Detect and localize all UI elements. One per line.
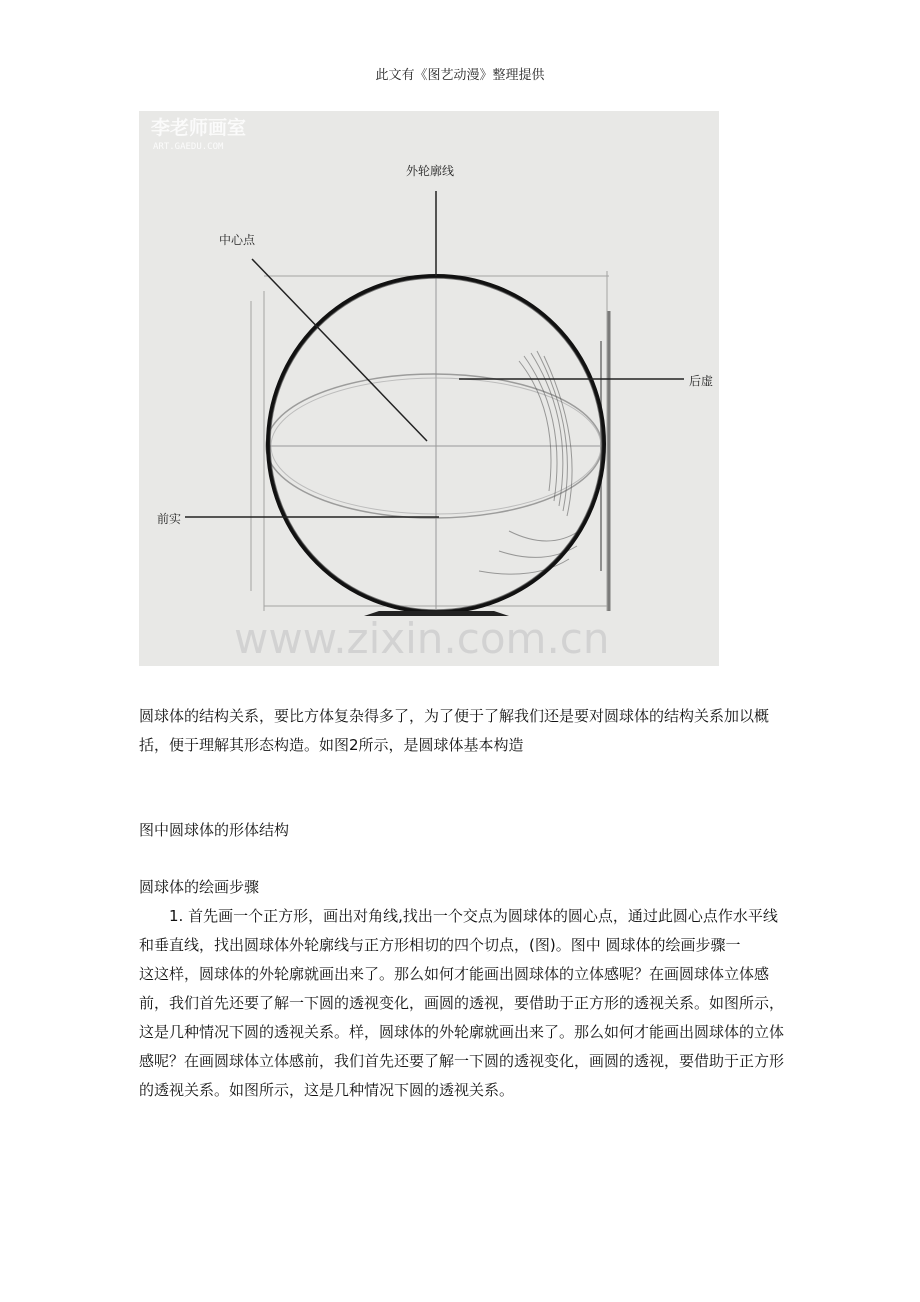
caption-block (139, 816, 784, 845)
watermark-url: ART.GAEDU.COM (153, 142, 224, 152)
label-outline: 外轮廓线 (406, 164, 455, 178)
sphere-sketch-svg (139, 111, 719, 666)
steps-heading: 圆球体的绘画步骤 (139, 878, 260, 896)
step-one-paragraph: 1. 首先画一个正方形，画出对角线,找出一个交点为圆球体的圆心点，通过此圆心点作水平线和垂直线，找出圆球体外轮廓线与正方形相切的四个切点，(图)。图中 圆球体的绘画步骤一 (139, 907, 778, 954)
intro-paragraph (139, 702, 784, 760)
watermark-title: 李老师画室 (151, 117, 247, 139)
label-front: 前实 (157, 512, 182, 526)
perspective-paragraph: 这这样，圆球体的外轮廓就画出来了。那么如何才能画出圆球体的立体感呢？在画圆球体立体感前，我们首先还要了解一下圆的透视变化，画圆的透视，要借助于正方形的透视关系。如图所示，这是几种情况下圆的透视关系。样，圆球体的外轮廓就画出来了。那么如何才能画出圆球体的立体感呢？在画圆球体立体感前，我们首先还要了解一下圆的透视变化，画圆的透视，要借助于正方形的透视关系。如图所示，这是几种情况下圆的透视关系。 (139, 965, 785, 1099)
steps-block (139, 873, 784, 1105)
label-back: 后虚 (689, 374, 714, 388)
page-header: 此文有《图艺动漫》整理提供 (375, 68, 545, 83)
sphere-sketch-figure (139, 111, 719, 666)
figure-caption: 图中圆球体的形体结构 (139, 821, 290, 839)
watermark-bottom: www.zixin.com.cn (234, 614, 610, 663)
paragraph-structure: 圆球体的结构关系，要比方体复杂得多了，为了便于了解我们还是要对圆球体的结构关系加以概括，便于理解其形态构造。如图2所示，是圆球体基本构造 (139, 707, 770, 754)
label-center: 中心点 (219, 233, 256, 247)
